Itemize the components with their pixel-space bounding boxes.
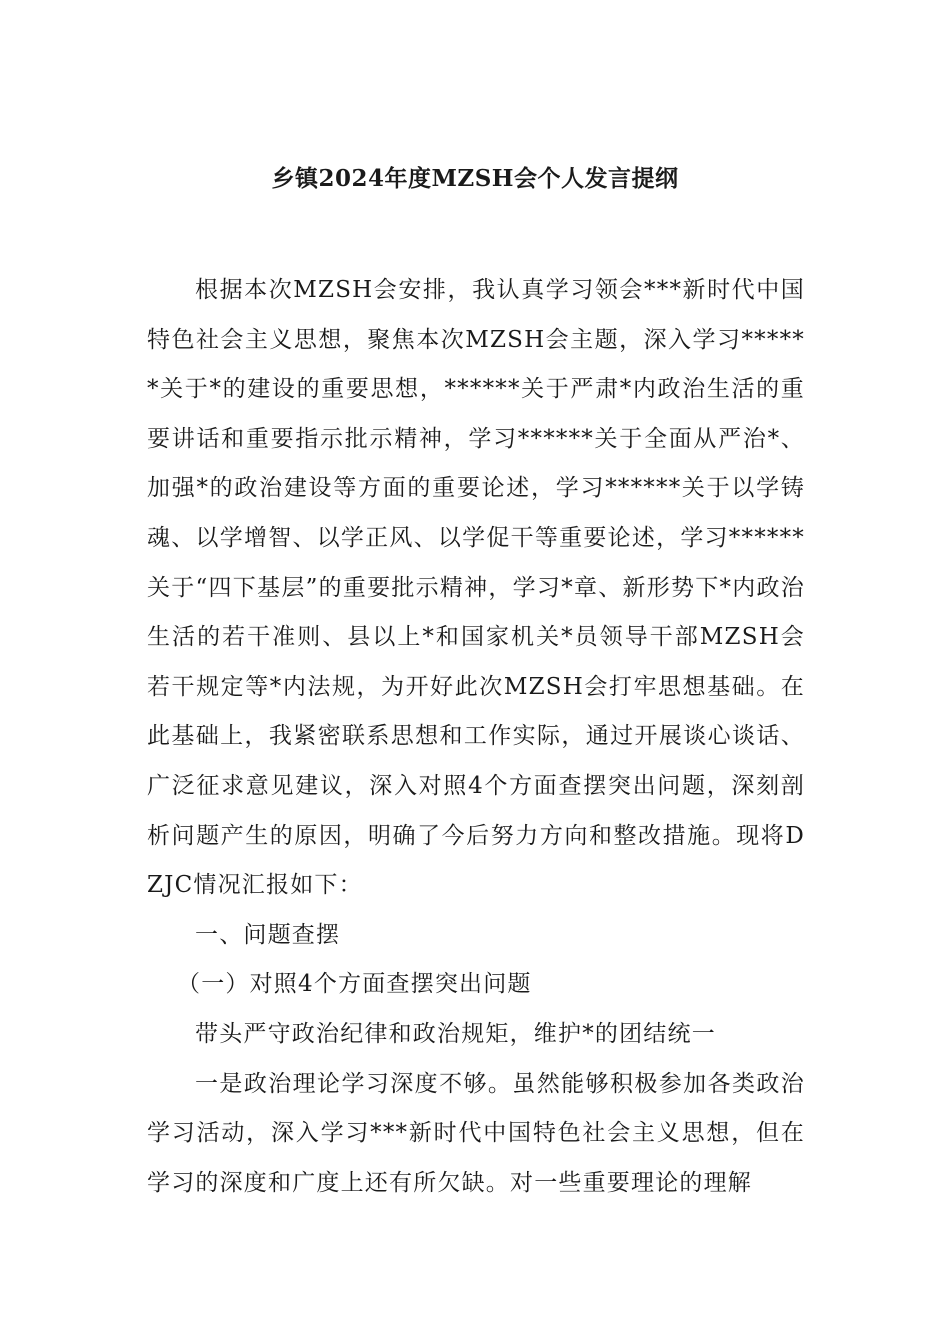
document-title: 乡镇2024年度MZSH会个人发言提纲 — [271, 165, 679, 192]
document-body — [147, 266, 805, 1208]
section-heading-problems: 一、问题查摆 — [195, 921, 341, 948]
subsection-heading: （一）对照4个方面查摆突出问题 — [177, 971, 532, 998]
point-paragraph: 一是政治理论学习深度不够。虽然能够积极参加各类政治学习活动，深入学习***新时代中国特色社会主义思想，但在学习的深度和广度上还有所欠缺。对一些重要理论的理解 — [147, 1070, 805, 1196]
intro-paragraph: 根据本次MZSH会安排，我认真学习领会***新时代中国特色社会主义思想，聚焦本次MZSH会主题，深入学习******关于*的建设的重要思想，******关于严肃*内政治生活的重要讲话和重要指示批示精神，学习******关于全面从严治*、加强*的政治建设等方面的重要论述，学习******关于以学铸魂、以学增智、以学正风、以学促干等重要论述，学习******关于“四下基层”的重要批示精神，学习*章、新形势下*内政治生活的若干准则、县以上*和国家机关*员领导干部MZSH会若干规定等*内法规，为开好此次MZSH会打牢思想基础。在此基础上，我紧密联系思想和工作实际，通过开展谈心谈话、广泛征求意见建议，深入对照4个方面查摆突出问题，深刻剖析问题产生的原因，明确了今后努力方向和整改措施。现将DZJC情况汇报如下： — [147, 277, 805, 899]
topic-heading: 带头严守政治纪律和政治规矩，维护*的团结统一 — [195, 1020, 716, 1047]
